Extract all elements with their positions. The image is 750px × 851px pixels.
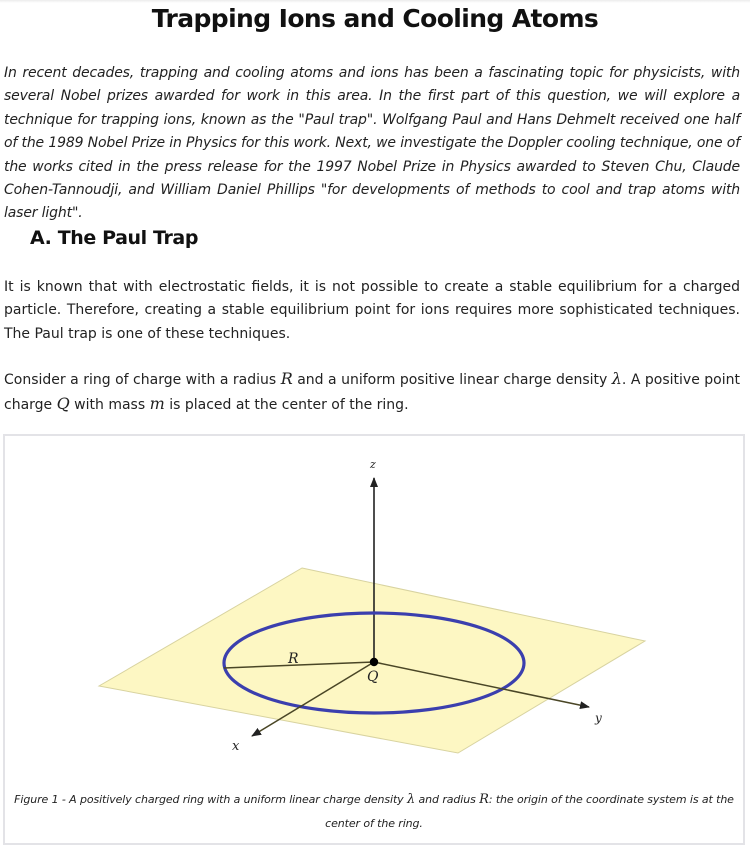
radius-label-R: R xyxy=(288,651,299,667)
y-axis-label: y xyxy=(595,711,602,725)
z-axis-label: z xyxy=(370,458,376,471)
paragraph-ring-setup xyxy=(4,367,740,418)
math-lambda: λ xyxy=(611,369,622,388)
x-axis-label: x xyxy=(232,739,240,754)
caption-text: and radius xyxy=(415,793,480,806)
caption-math-R: R xyxy=(479,792,489,807)
text-run: Consider a ring of charge with a radius xyxy=(4,372,281,388)
figure-caption xyxy=(5,788,743,836)
text-run: . A positive point charge xyxy=(4,372,740,414)
ring-diagram xyxy=(5,436,743,786)
point-charge-Q xyxy=(370,658,378,666)
text-run: and a uniform positive linear charge density xyxy=(292,372,612,388)
caption-text: Figure 1 - A positively charged ring with a uniform linear charge density xyxy=(14,793,407,806)
paragraph-electrostatic: It is known that with electrostatic fields, it is not possible to create a stable equilibrium for a charged particle. Therefore, creating a stable equilibrium point for ions requires more sophisticated techniques. The Paul trap is one of these techniques. xyxy=(4,279,740,342)
math-R: R xyxy=(280,369,293,388)
intro-paragraph: In recent decades, trapping and cooling atoms and ions has been a fascinating topic for physicists, with several Nobel prizes awarded for work in this area. In the first part of this question, we will explore a technique for trapping ions, known as the "Paul trap". Wolfgang Paul and Hans Dehmelt received one half of the 1989 Nobel Prize in Physics for this work. Next, we investigate the Doppler cooling technique, one of the works cited in the press release for the 1997 Nobel Prize in Physics awarded to Steven Chu, Claude Cohen-Tannoudji, and William Daniel Phillips "for developments of methods to cool and trap atoms with laser light". xyxy=(4,65,740,222)
figure-1 xyxy=(3,434,745,845)
text-run: with mass xyxy=(69,397,150,414)
caption-text: : the origin of the coordinate system is at the center of the ring. xyxy=(325,793,734,830)
page-title: Trapping Ions and Cooling Atoms xyxy=(151,4,599,33)
section-heading-paul-trap: A. The Paul Trap xyxy=(30,227,199,249)
math-Q: Q xyxy=(56,394,70,414)
caption-math-lambda: λ xyxy=(406,792,416,807)
math-m: m xyxy=(149,394,165,414)
charge-label-Q: Q xyxy=(367,669,379,685)
text-run: is placed at the center of the ring. xyxy=(164,397,409,414)
